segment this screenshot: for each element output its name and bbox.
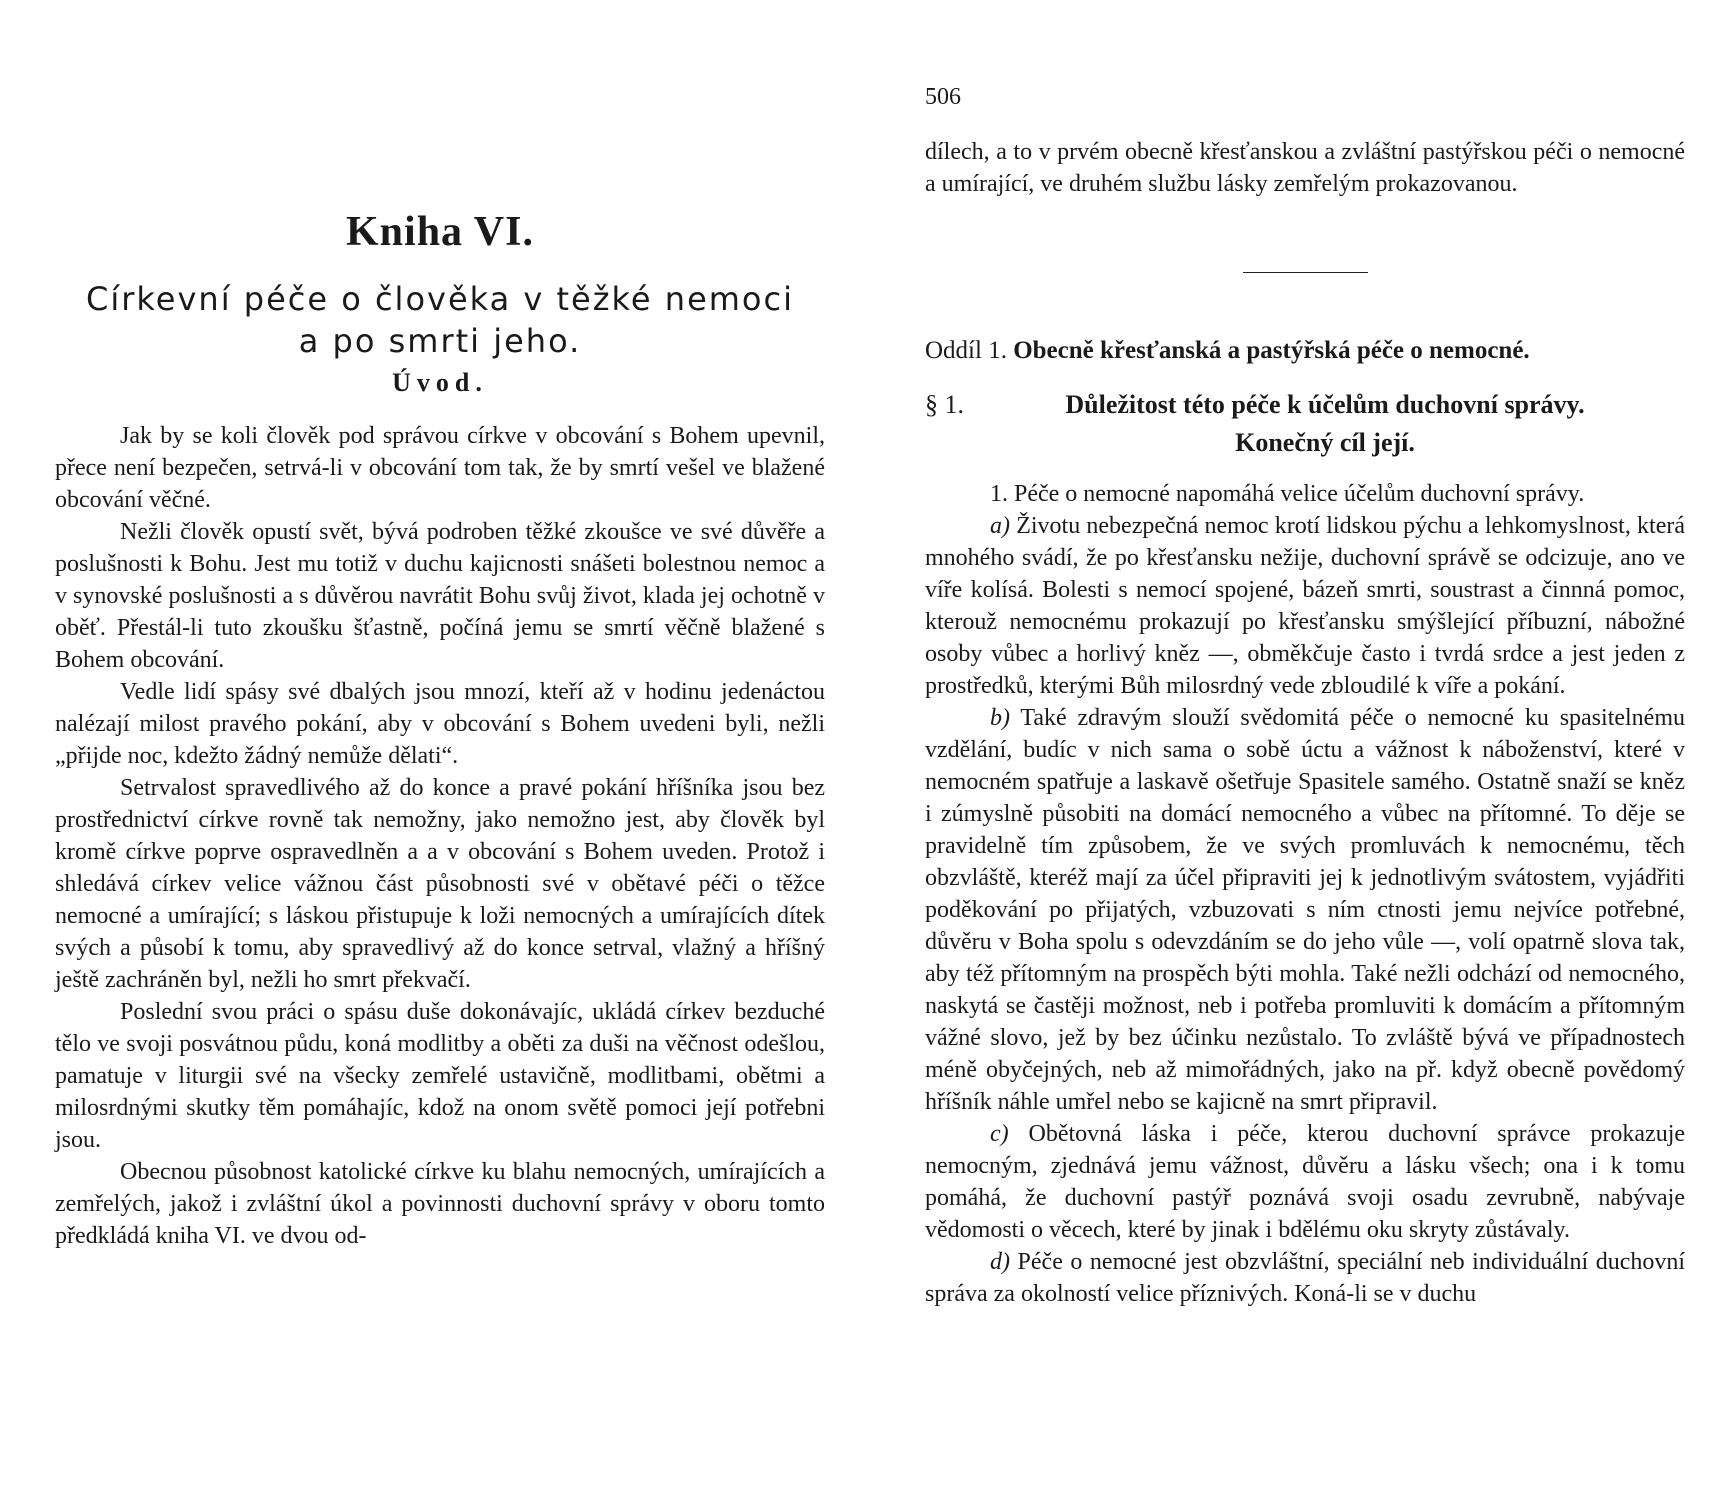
item-a xyxy=(925,510,1685,702)
intro-paragraph-3: Vedle lidí spásy své dbalých jsou mnozí, kteří až v hodinu jedenáctou nalézají milost pravého pokání, aby v obcování s Bohem uvedeni byli, nežli „přijde noc, kdežto žádný nemůže dělati“. xyxy=(55,679,825,769)
paragraph-title-line-1: Důležitost této péče k účelům duchovní správy. xyxy=(1065,390,1585,419)
book-title: Kniha VI. xyxy=(346,209,534,255)
item-b xyxy=(925,702,1685,1118)
page-number: 506 xyxy=(925,84,961,110)
section-divider xyxy=(1243,272,1368,273)
intro-paragraph-4: Setrvalost spravedlivého až do konce a pravé pokání hříšníka jsou bez prostřednictví církve rovně tak nemožny, jako nemožno jest, aby člověk byl kromě církve poprve ospravedlněn a a v obcování s Bohem uveden. Protož i shledává církev velice vážnou část působnosti své v obětavé péči o těžce nemocné a umírající; s láskou přistupuje k loži nemocných a umírajících dítek svých a působí k tomu, aby spravedlivý až do konce setrval, vlažný a hříšný ještě zachráněn byl, nežli ho smrt překvačí. xyxy=(55,775,825,993)
item-c xyxy=(925,1118,1685,1246)
item-c-text: Obětovná láska i péče, kterou duchovní správce prokazuje nemocným, zjednává jemu vážnost, důvěru a lásku všech; ona i k tomu pomáhá, že duchovní pastýř poznává svoji osadu zevrubně, nabývaje vědomosti o věcech, které by jinak i bdělému oku skryty zůstávaly. xyxy=(925,1121,1686,1243)
section-heading xyxy=(925,337,1685,365)
item-d xyxy=(925,1246,1685,1310)
subtitle-line-1: Církevní péče o člověka v těžké nemoci xyxy=(86,280,794,318)
intro-paragraph-5: Poslední svou práci o spásu duše dokonávajíc, ukládá církev bezduché tělo ve svoji posvátnou půdu, koná modlitby a oběti za duši na věčnost odešlou, pamatuje v liturgii své na všecky zemřelé ustavičně, modlitbami, obětmi a milosrdnými skutky těm pomáhajíc, kdož na onom světě pomoci její potřebni jsou. xyxy=(55,999,825,1153)
continuation-text xyxy=(925,136,1685,200)
paragraph-number: § 1. xyxy=(925,390,964,419)
item-b-text: Také zdravým slouží svědomitá péče o nemocné ku spasitelnému vzdělání, budíc v nich sama o sobě úctu a vážnost k náboženství, které v nemocném spatřuje a laskavě ošetřuje Spasitele samého. Ostatně snaží se kněz i zúmyslně působiti na domácí nemocného a vůbec na přítomné. To děje se pravidelně tím způsobem, že ve svých promluvách k nemocnému, těch obzvláště, kteréž mají za účel připraviti jej k jednotlivým svátostem, vyjádřiti poděkování po přijatých, vzbuzovati s ním ctnosti jemu nejvíce potřebné, důvěru v Boha spolu s odevzdáním se do jeho vůle —, volí opatrně slova tak, aby též přítomným na prospěch býti mohla. Také nežli odchází od nemocného, naskytá se častěji možnost, neb i potřeba promluviti k domácím a přítomným vážné slovo, jež by bez účinku nezůstalo. To zvláště bývá ve případnostech méně obyčejných, neb až mimořádných, jako na př. když obecně povědomý hříšník náhle umřel nebo se kajicně na smrt připravil. xyxy=(925,705,1685,1115)
left-page xyxy=(55,0,825,1500)
right-page xyxy=(925,0,1685,1500)
intro-text xyxy=(55,420,825,1252)
item-a-label: a) xyxy=(990,513,1010,539)
point-1: 1. Péče o nemocné napomáhá velice účelům duchovní správy. xyxy=(990,481,1585,507)
intro-heading: Úvod. xyxy=(392,368,488,397)
section-title: Obecně křesťanská a pastýřská péče o nemocné. xyxy=(1013,337,1530,364)
section-body xyxy=(925,478,1685,1310)
item-c-label: c) xyxy=(990,1121,1009,1147)
item-b-label: b) xyxy=(990,705,1010,731)
paragraph-title-line-2: Konečný cíl její. xyxy=(1235,428,1415,457)
item-d-label: d) xyxy=(990,1249,1010,1275)
item-d-text: Péče o nemocné jest obzvláštní, speciální neb individuální duchovní správa za okolností velice příznivých. Koná-li se v duchu xyxy=(925,1249,1686,1307)
intro-paragraph-1: Jak by se koli člověk pod správou církve v obcování s Bohem upevnil, přece není bezpečen, setrvá-li v obcování tom tak, že by smrtí vešel ve blažené obcování věčné. xyxy=(55,423,825,513)
item-a-text: Životu nebezpečná nemoc krotí lidskou pýchu a lehkomyslnost, která mnohého svádí, že po křesťansku nežije, duchovní správě se odcizuje, ano ve víře kolísá. Bolesti s nemocí spojené, bázeň smrti, soustrast a činnná pomoc, kterouž nemocnému prokazují po křesťansku smýšlející příbuzní, nábožné osoby vůbec a horlivý kněz —, obměkčuje často i tvrdá srdce a jest jeden z prostředků, kterými Bůh milosrdný vede zbloudilé k víře a pokání. xyxy=(925,513,1685,699)
book-subtitle xyxy=(55,278,825,362)
section-label: Oddíl 1. xyxy=(925,337,1007,364)
intro-paragraph-2: Nežli člověk opustí svět, bývá podroben těžké zkoušce ve své důvěře a poslušnosti k Bohu. Jest mu totiž v duchu kajicnosti snášeti bolestnou nemoc a v synovské poslušnosti a s důvěrou navrátit Bohu svůj život, klada jej ochotně v oběť. Přestál-li tuto zkoušku šťastně, počíná jemu se smrtí věčně blažené s Bohem obcování. xyxy=(55,519,825,673)
continuation-paragraph: dílech, a to v prvém obecně křesťanskou a zvláštní pastýřskou péči o nemocné a umírající, ve druhém službu lásky zemřelým prokazovanou. xyxy=(925,139,1685,197)
intro-paragraph-6: Obecnou působnost katolické církve ku blahu nemocných, umírajících a zemřelých, jakož i zvláštní úkol a povinnosti duchovní správy v oboru tomto předkládá kniha VI. ve dvou od- xyxy=(55,1159,825,1249)
subtitle-line-2: a po smrti jeho. xyxy=(298,322,582,360)
paragraph-heading xyxy=(925,386,1685,462)
